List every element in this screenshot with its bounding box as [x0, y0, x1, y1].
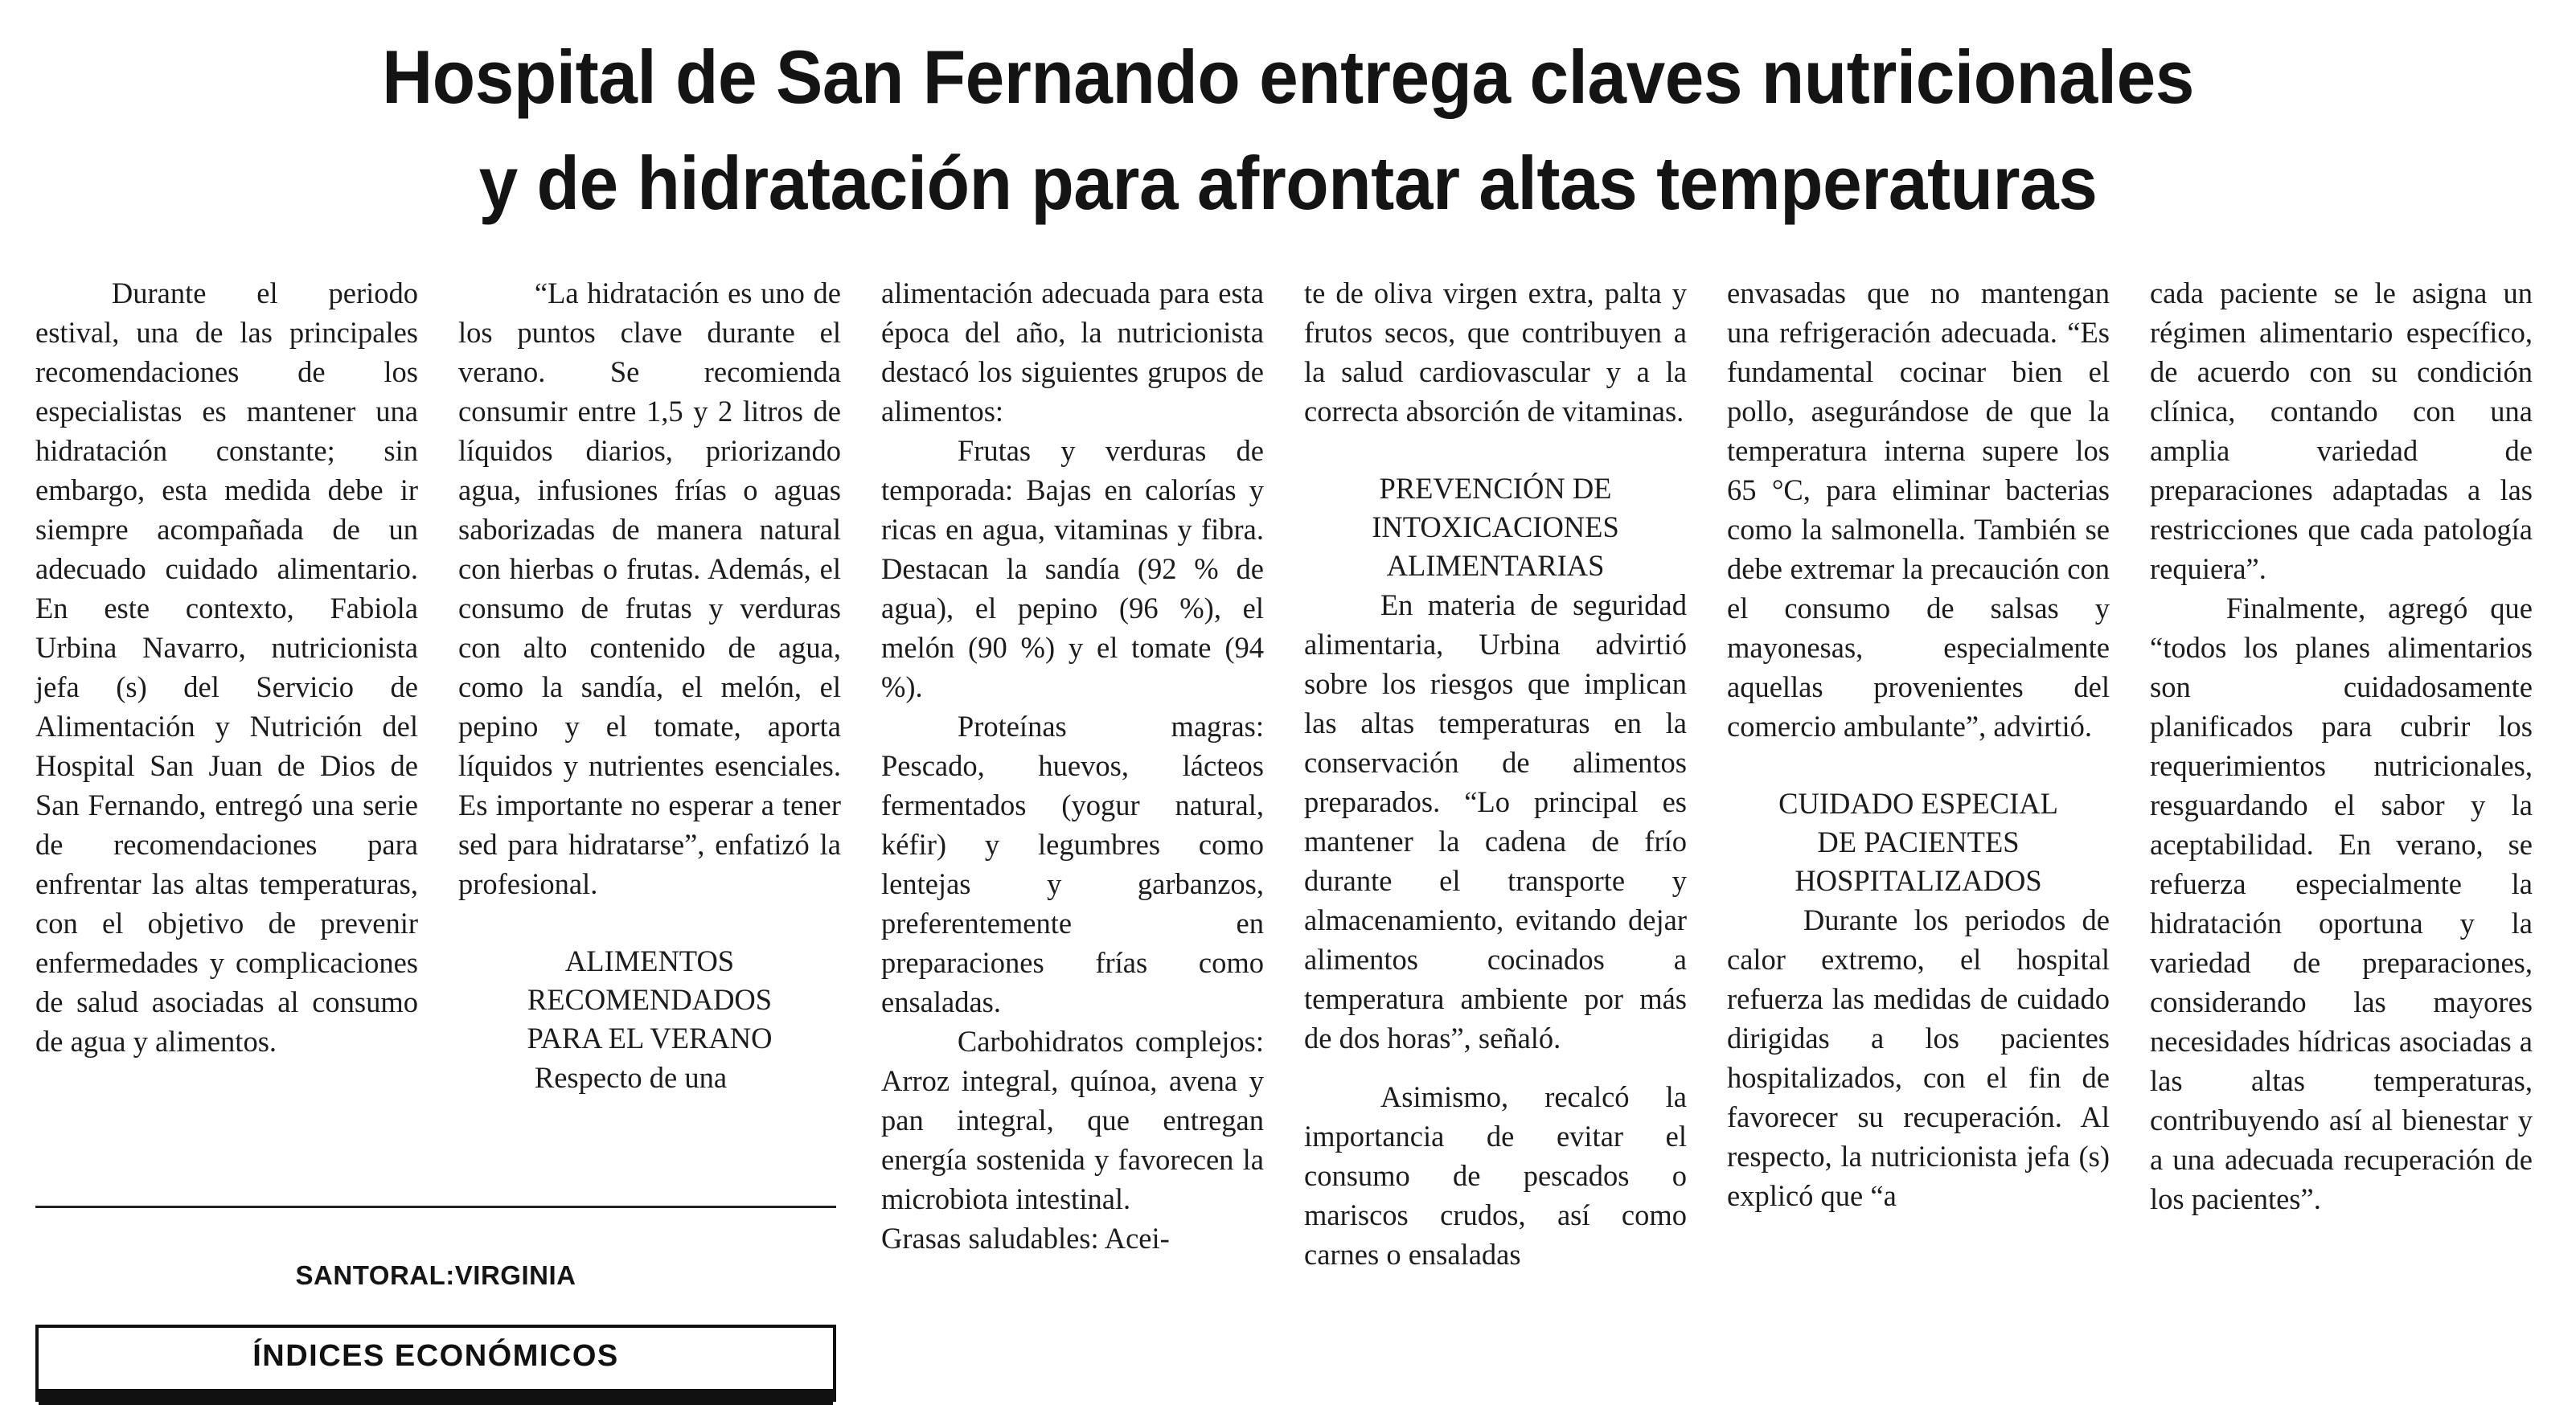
paragraph: alimentación adecuada para esta época del año, la nutricionista destacó los siguientes grupos de alimentos: [881, 276, 1264, 428]
subheading-line: RECOMENDADOS [527, 983, 773, 1016]
paragraph: envasadas que no mantengan una refrigeración adecuada. “Es fundamental cocinar bien el pollo, asegurándose de que la temperatura interna supere los 65 °C, para eliminar bacterias como la salmonella. También se debe extremar la precaución con el consumo de salsas y mayonesas, especialmente aquellas provenientes del comercio ambulante”, advirtió. [1727, 276, 2110, 743]
indices-economicos-box [35, 1325, 836, 1402]
paragraph: “La hidratación es uno de los puntos clave durante el verano. Se recomienda consumir entre 1,5 y 2 litros de líquidos diarios, priorizando agua, infusiones frías o aguas saborizadas de manera natural con hierbas o frutas. Además, el consumo de frutas y verduras con alto contenido de agua, como la sandía, el melón, el pepino y el tomate, aporta líquidos y nutrientes esenciales. Es importante no esperar a tener sed para hidratarse”, enfatizó la profesional. [458, 276, 841, 900]
paragraph: cada paciente se le asigna un régimen alimentario específico, de acuerdo con su condición clínica, contando con una amplia variedad de preparaciones adaptadas a las restricciones que cada patología requiera”. [2150, 276, 2533, 585]
paragraph: Respecto de una [534, 1061, 728, 1094]
paragraph: En materia de seguridad alimentaria, Urbina advirtió sobre los riesgos que implican las altas temperaturas en la conservación de alimentos preparados. “Lo principal es mantener la cadena de frío durante el transporte y almacenamiento, evitando dejar alimentos cocinados a temperatura ambiente por más de dos horas”, señaló. [1304, 588, 1687, 1055]
subheading-line: INTOXICACIONES [1372, 510, 1619, 543]
subheading-line: PARA EL VERANO [527, 1022, 773, 1055]
subheading-cuidado-pacientes [1727, 784, 2110, 900]
article-column-3 [881, 273, 1264, 1258]
subheading-line: CUIDADO ESPECIAL [1778, 787, 2058, 820]
subheading-prevencion-intoxicaciones [1304, 469, 1687, 585]
article-column-2 [458, 273, 841, 1097]
indices-economicos-title: ÍNDICES ECONÓMICOS [252, 1339, 619, 1373]
headline [90, 24, 2486, 236]
subheading-line: DE PACIENTES [1817, 825, 2020, 858]
subheading-line: ALIMENTOS [564, 944, 735, 977]
paragraph: Finalmente, agregó que “todos los planes alimentarios son cuidadosamente planificados para cubrir los requerimientos nutricionales, resguardando el sabor y la aceptabilidad. En verano, se refuerza especialmente la hidratación oportuna y la variedad de preparaciones, considerando las mayores necesidades hídricas asociadas a las altas temperaturas, contribuyendo así al bienestar y a una adecuada recuperación de los pacientes”. [2150, 592, 2533, 1215]
article-column-5 [1727, 273, 2110, 1215]
paragraph: Carbohidratos complejos: Arroz integral, quínoa, avena y pan integral, que entregan energía sostenida y favorecen la microbiota intestinal. [881, 1025, 1264, 1215]
paragraph: Grasas saludables: Acei- [881, 1222, 1170, 1255]
paragraph: Frutas y verduras de temporada: Bajas en calorías y ricas en agua, vitaminas y fibra. Destacan la sandía (92 % de agua), el pepino (96 %), el melón (90 %) y el tomate (94 %). [881, 434, 1264, 703]
subheading-line: PREVENCIÓN DE [1379, 472, 1612, 505]
santoral-label: SANTORAL:VIRGINIA [295, 1260, 576, 1290]
headline-line-2: y de hidratación para afrontar altas temperaturas [478, 141, 2098, 225]
paragraph: te de oliva virgen extra, palta y frutos secos, que contribuyen a la salud cardiovascular y a la correcta absorción de vitaminas. [1304, 276, 1687, 428]
section-divider [35, 1206, 836, 1208]
article-column-4 [1304, 273, 1687, 1274]
paragraph: Asimismo, recalcó la importancia de evitar el consumo de pescados o mariscos crudos, así como carnes o ensaladas [1304, 1080, 1687, 1271]
subheading-line: HOSPITALIZADOS [1795, 864, 2042, 897]
paragraph: Proteínas magras: Pescado, huevos, lácteos fermentados (yogur natural, kéfir) y legumbres como lentejas y garbanzos, preferentemente en preparaciones frías como ensaladas. [881, 710, 1264, 1018]
article-column-6 [2150, 273, 2533, 1219]
subheading-alimentos-recomendados [458, 942, 841, 1058]
paragraph: Durante el periodo estival, una de las principales recomendaciones de los especialistas es mantener una hidratación constante; sin embargo, esta medida debe ir siempre acompañada de un adecuado cuidado alimentario. En este contexto, Fabiola Urbina Navarro, nutricionista jefa (s) del Servicio de Alimentación y Nutrición del Hospital San Juan de Dios de San Fernando, entregó una serie de recomendaciones para enfrentar las altas temperaturas, con el objetivo de prevenir enfermedades y complicaciones de salud asociadas al consumo de agua y alimentos. [35, 276, 418, 1058]
headline-line-1: Hospital de San Fernando entrega claves nutricionales [382, 35, 2194, 119]
indices-header-bar [39, 1389, 833, 1405]
subheading-line: ALIMENTARIAS [1386, 549, 1605, 582]
paragraph: Durante los periodos de calor extremo, el hospital refuerza las medidas de cuidado dirigidas a los pacientes hospitalizados, con el fin de favorecer su recuperación. Al respecto, la nutricionista jefa (s) explicó que “a [1727, 903, 2110, 1212]
article-column-1 [35, 273, 418, 1061]
